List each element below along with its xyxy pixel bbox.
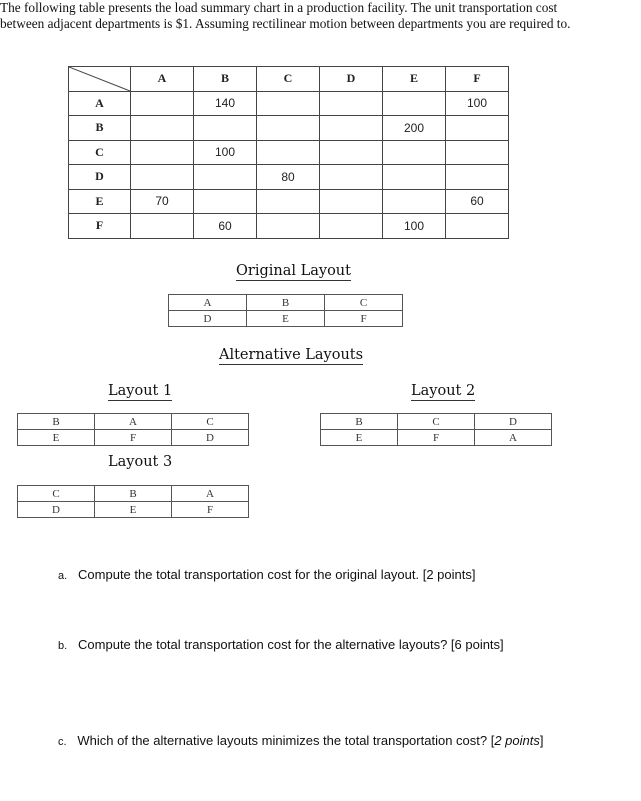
table-cell	[257, 140, 320, 165]
table-row	[69, 214, 509, 239]
grid-cell: E	[247, 311, 325, 327]
table-cell: 60	[194, 214, 257, 239]
column-header: F	[446, 67, 509, 92]
column-header: A	[131, 67, 194, 92]
original-layout-grid	[168, 294, 403, 327]
table-cell	[383, 91, 446, 116]
table-cell	[383, 165, 446, 190]
grid-cell: C	[325, 295, 403, 311]
grid-cell: F	[398, 430, 475, 446]
table-cell: 200	[383, 116, 446, 141]
table-cell	[320, 140, 383, 165]
table-cell	[131, 91, 194, 116]
table-cell: 80	[257, 165, 320, 190]
grid-cell: F	[172, 502, 249, 518]
table-row	[69, 140, 509, 165]
grid-row	[321, 430, 552, 446]
diagonal-line	[69, 67, 130, 91]
grid-cell: E	[95, 502, 172, 518]
question-b	[58, 637, 504, 652]
grid-cell: A	[172, 486, 249, 502]
grid-row	[18, 430, 249, 446]
table-cell	[257, 189, 320, 214]
table-cell: 100	[194, 140, 257, 165]
row-label: B	[69, 116, 131, 141]
original-layout-title-text: Original Layout	[236, 263, 351, 279]
row-label: F	[69, 214, 131, 239]
table-cell	[446, 116, 509, 141]
table-row	[69, 165, 509, 190]
table-cell	[446, 165, 509, 190]
layout2-title-text: Layout 2	[411, 383, 476, 399]
question-c-points: 2 points	[494, 733, 540, 748]
layout3-grid	[17, 485, 249, 518]
layout3-title	[108, 454, 172, 470]
question-a	[58, 567, 475, 582]
table-cell	[131, 214, 194, 239]
table-cell: 140	[194, 91, 257, 116]
table-cell	[320, 116, 383, 141]
table-cell	[194, 189, 257, 214]
grid-cell: A	[169, 295, 247, 311]
grid-cell: D	[18, 502, 95, 518]
question-a-text: Compute the total transportation cost for the original layout. [2 points]	[78, 567, 476, 582]
question-c-letter: c.	[58, 736, 67, 748]
grid-cell: C	[172, 414, 249, 430]
question-c-end: ]	[539, 733, 544, 748]
row-label: C	[69, 140, 131, 165]
table-cell	[446, 214, 509, 239]
table-cell	[383, 189, 446, 214]
grid-row	[18, 502, 249, 518]
grid-row	[169, 295, 403, 311]
table-cell: 100	[446, 91, 509, 116]
grid-cell: D	[172, 430, 249, 446]
grid-row	[321, 414, 552, 430]
row-label: E	[69, 189, 131, 214]
grid-cell: E	[321, 430, 398, 446]
layout3-title-text: Layout 3	[108, 454, 173, 470]
layout1-title-text: Layout 1	[108, 383, 173, 399]
grid-cell: C	[398, 414, 475, 430]
table-header-row	[69, 67, 509, 92]
alternative-layouts-title	[219, 347, 363, 363]
layout1-title	[108, 383, 172, 399]
table-cell	[446, 140, 509, 165]
table-cell	[194, 165, 257, 190]
grid-cell: A	[95, 414, 172, 430]
grid-row	[18, 414, 249, 430]
grid-row	[169, 311, 403, 327]
question-a-letter: a.	[58, 570, 68, 582]
table-cell	[131, 140, 194, 165]
grid-cell: A	[475, 430, 552, 446]
column-header: B	[194, 67, 257, 92]
table-row	[69, 91, 509, 116]
column-header: C	[257, 67, 320, 92]
grid-cell: D	[169, 311, 247, 327]
grid-cell: F	[325, 311, 403, 327]
table-cell: 60	[446, 189, 509, 214]
table-cell	[320, 165, 383, 190]
grid-row	[18, 486, 249, 502]
layout2-title	[411, 383, 475, 399]
question-c-text: Which of the alternative layouts minimizes the total transportation cost? [	[77, 733, 495, 748]
question-b-letter: b.	[58, 640, 68, 652]
layout1-grid	[17, 413, 249, 446]
intro-paragraph: The following table presents the load summary chart in a production facility. The unit transportation cost between adjacent departments is $1. Assuming rectilinear motion between departments you are required to.	[0, 0, 571, 31]
question-b-text: Compute the total transportation cost for the alternative layouts? [6 points]	[78, 637, 504, 652]
grid-cell: B	[18, 414, 95, 430]
grid-cell: B	[321, 414, 398, 430]
load-summary-table	[68, 66, 509, 239]
table-cell	[383, 140, 446, 165]
table-cell	[257, 116, 320, 141]
grid-cell: D	[475, 414, 552, 430]
grid-cell: F	[95, 430, 172, 446]
table-cell	[131, 165, 194, 190]
column-header: E	[383, 67, 446, 92]
row-label: D	[69, 165, 131, 190]
grid-cell: B	[95, 486, 172, 502]
table-cell: 100	[383, 214, 446, 239]
table-cell	[257, 214, 320, 239]
row-label: A	[69, 91, 131, 116]
corner-cell	[69, 67, 131, 92]
question-c	[58, 733, 544, 748]
table-cell	[320, 214, 383, 239]
table-row	[69, 116, 509, 141]
column-header: D	[320, 67, 383, 92]
alternative-layouts-title-text: Alternative Layouts	[219, 347, 364, 363]
table-row	[69, 189, 509, 214]
grid-cell: B	[247, 295, 325, 311]
table-cell	[320, 91, 383, 116]
grid-cell: C	[18, 486, 95, 502]
layout2-grid	[320, 413, 552, 446]
table-cell	[194, 116, 257, 141]
table-cell	[131, 116, 194, 141]
original-layout-title	[236, 263, 351, 279]
table-cell	[320, 189, 383, 214]
table-cell	[257, 91, 320, 116]
grid-cell: E	[18, 430, 95, 446]
table-cell: 70	[131, 189, 194, 214]
